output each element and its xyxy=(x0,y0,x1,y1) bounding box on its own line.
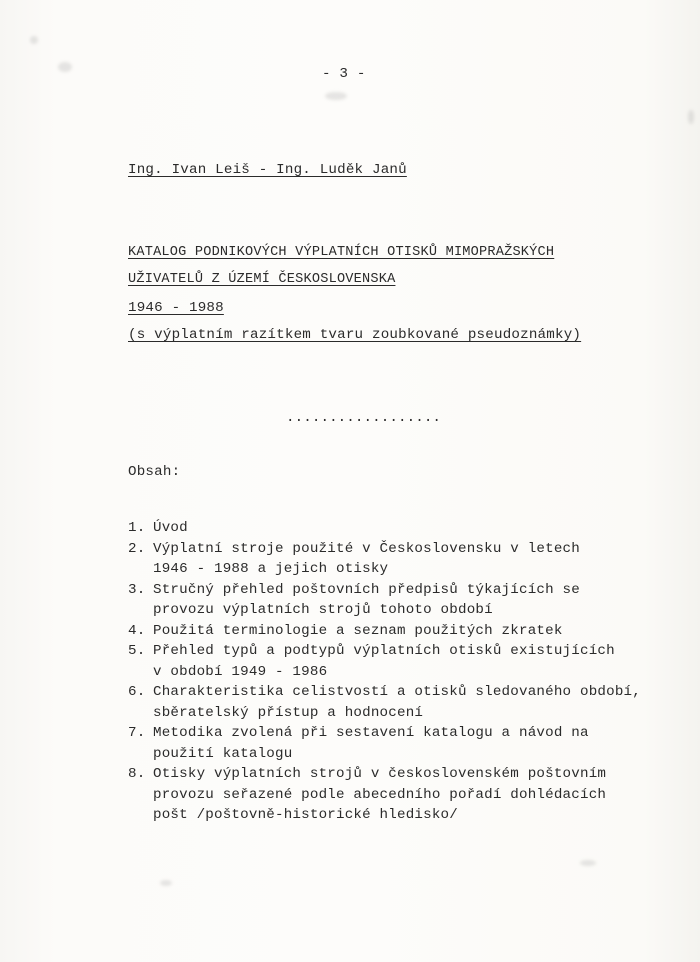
scan-smudge xyxy=(160,880,172,886)
toc-number: 8. xyxy=(128,766,146,782)
toc-number: 7. xyxy=(128,725,146,741)
toc-item-4 xyxy=(128,621,641,642)
toc-item-3 xyxy=(128,580,641,621)
authors-line: Ing. Ivan Leiš - Ing. Luděk Janů xyxy=(128,162,407,178)
toc-text: Metodika zvolená při sestavení katalogu a návod na xyxy=(153,725,589,741)
toc-text: provozu seřazené podle abecedního pořadí dohlédacích xyxy=(153,786,607,803)
toc-number: 3. xyxy=(128,581,146,598)
toc-item-8 xyxy=(128,764,641,826)
scan-smudge xyxy=(58,62,72,72)
toc-number: 6. xyxy=(128,684,146,700)
toc-item-1 xyxy=(128,518,641,539)
toc-item-2 xyxy=(128,539,641,580)
toc-item-7 xyxy=(128,723,641,764)
toc-text: pošt /poštovně-historické hledisko/ xyxy=(153,807,458,823)
toc-number: 5. xyxy=(128,643,146,659)
dotted-separator: .................. xyxy=(286,410,442,426)
toc-text: 1946 - 1988 a jejich otisky xyxy=(153,561,389,577)
contents-heading: Obsah: xyxy=(128,464,181,480)
toc-text: Přehled typů a podtypů výplatních otisků existujících xyxy=(153,643,615,659)
catalog-title-years: 1946 - 1988 xyxy=(128,300,224,316)
catalog-title-line-1: KATALOG PODNIKOVÝCH VÝPLATNÍCH OTISKŮ MIMOPRAŽSKÝCH xyxy=(128,245,555,260)
toc-number: 4. xyxy=(128,622,146,639)
toc-item-5 xyxy=(128,641,641,682)
toc-text: Otisky výplatních strojů v československém poštovním xyxy=(153,766,607,782)
scan-smudge xyxy=(325,92,347,100)
toc-text: Použitá terminologie a seznam použitých zkratek xyxy=(153,622,563,639)
toc-item-6 xyxy=(128,682,641,723)
toc-text: Stručný přehled poštovních předpisů týkajících se xyxy=(153,581,580,598)
toc-text: provozu výplatních strojů tohoto období xyxy=(153,602,493,618)
toc-text: použití katalogu xyxy=(153,745,293,762)
table-of-contents xyxy=(128,518,641,826)
toc-text: Výplatní stroje použité v Československu v letech xyxy=(153,540,580,557)
scan-smudge xyxy=(30,36,38,44)
catalog-title-line-2: UŽIVATELŮ Z ÚZEMÍ ČESKOSLOVENSKA xyxy=(128,272,396,287)
toc-text: v období 1949 - 1986 xyxy=(153,663,328,680)
scan-smudge xyxy=(688,110,694,124)
scan-smudge xyxy=(580,860,596,866)
toc-number: 2. xyxy=(128,540,146,557)
toc-number: 1. xyxy=(128,520,146,536)
catalog-subtitle: (s výplatním razítkem tvaru zoubkované pseudoznámky) xyxy=(128,327,582,343)
toc-text: Úvod xyxy=(153,520,188,536)
page-number: - 3 - xyxy=(322,66,366,82)
toc-text: sběratelský přístup a hodnocení xyxy=(153,704,424,721)
toc-text: Charakteristika celistvostí a otisků sledovaného období, xyxy=(153,684,641,700)
